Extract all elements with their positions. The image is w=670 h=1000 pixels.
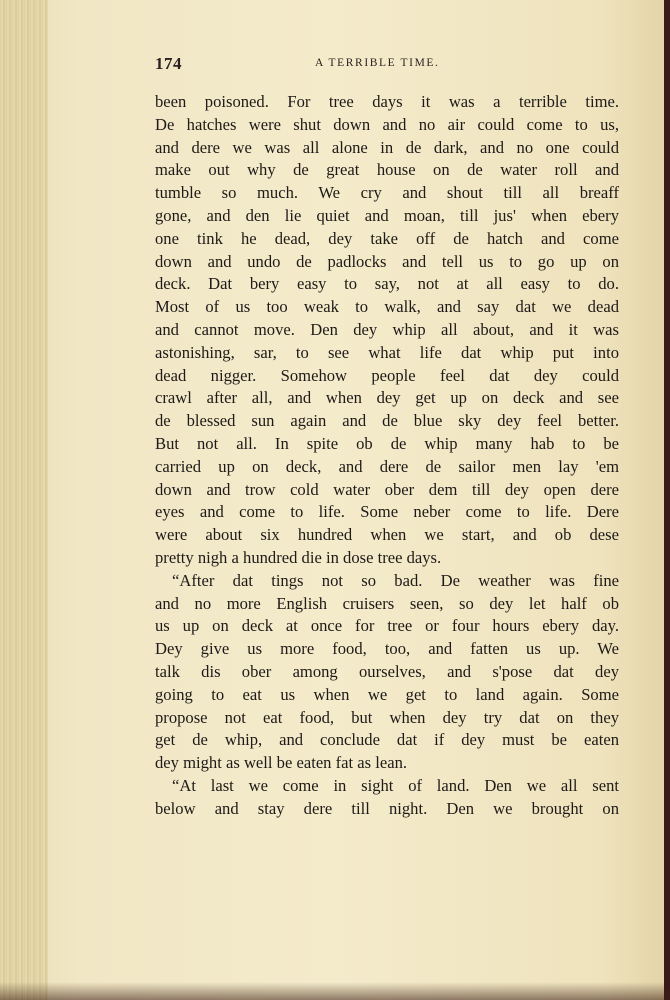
running-head: A TERRIBLE TIME. bbox=[315, 57, 440, 69]
text-line: astonishing, sar, to see what life dat whip put into bbox=[155, 342, 619, 362]
text-line: propose not eat food, but when dey try dat on they bbox=[155, 707, 619, 727]
text-line: been poisoned. For tree days it was a terrible time. bbox=[155, 92, 619, 111]
text-line: talk dis ober among ourselves, and s'pose dat dey bbox=[155, 661, 619, 681]
body-text bbox=[155, 91, 619, 821]
text-line: Dey give us more food, too, and fatten us up. We bbox=[155, 639, 619, 659]
text-line: down and trow cold water ober dem till dey open dere bbox=[155, 479, 619, 499]
text-line: and dere we was all alone in de dark, and no one could bbox=[155, 137, 619, 157]
text-line: “At last we come in sight of land. Den we all sent bbox=[172, 775, 619, 795]
page-edge bbox=[664, 0, 670, 1000]
page-number: 174 bbox=[155, 54, 182, 73]
text-line: and cannot move. Den dey whip all about, and it was bbox=[155, 319, 619, 339]
text-line: Most of us too weak to walk, and say dat we dead bbox=[155, 297, 619, 317]
page-shadow bbox=[0, 982, 670, 1000]
text-line: and no more English cruisers seen, so dey let half ob bbox=[155, 593, 619, 613]
text-line: tumble so much. We cry and shout till all breaff bbox=[155, 183, 619, 203]
text-line: pretty nigh a hundred die in dose tree days. bbox=[155, 547, 442, 567]
text-line: gone, and den lie quiet and moan, till jus' when ebery bbox=[155, 205, 619, 225]
text-line: going to eat us when we get to land again. Some bbox=[155, 684, 619, 704]
text-line: down and undo de padlocks and tell us to go up on bbox=[155, 251, 619, 271]
text-line: de blessed sun again and de blue sky dey feel better. bbox=[155, 411, 619, 431]
text-line: But not all. In spite ob de whip many hab to be bbox=[155, 433, 619, 453]
page-header bbox=[155, 54, 619, 78]
text-line: dead nigger. Somehow people feel dat dey could bbox=[155, 365, 619, 385]
text-line: below and stay dere till night. Den we brought on bbox=[155, 798, 619, 818]
text-line: carried up on deck, and dere de sailor men lay 'em bbox=[155, 456, 619, 476]
text-line: were about six hundred when we start, and ob dese bbox=[155, 525, 619, 545]
text-line: get de whip, and conclude dat if dey must be eaten bbox=[155, 730, 619, 750]
text-line: De hatches were shut down and no air could come to us, bbox=[155, 114, 619, 134]
text-line: “After dat tings not so bad. De weather was fine bbox=[172, 570, 619, 590]
text-line: eyes and come to life. Some neber come to life. Dere bbox=[155, 502, 619, 522]
page-gutter bbox=[0, 0, 48, 1000]
text-line: crawl after all, and when dey get up on deck and see bbox=[155, 388, 619, 408]
text-line: us up on deck at once for tree or four hours ebery day. bbox=[155, 616, 619, 636]
text-line: one tink he dead, dey take off de hatch and come bbox=[155, 228, 619, 248]
text-line: make out why de great house on de water roll and bbox=[155, 160, 619, 180]
text-line: deck. Dat bery easy to say, not at all easy to do. bbox=[155, 274, 619, 294]
text-line: dey might as well be eaten fat as lean. bbox=[155, 753, 408, 773]
